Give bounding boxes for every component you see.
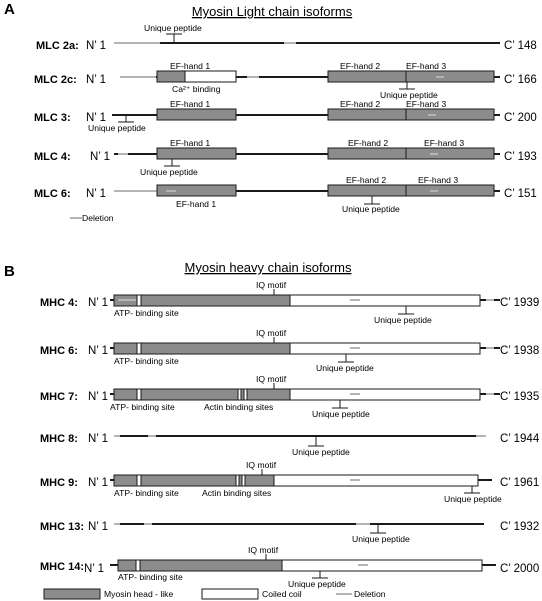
- deletion-mark: [428, 114, 436, 116]
- c-terminus: C’ 200: [504, 112, 537, 124]
- c-terminus: C’ 2000: [500, 563, 540, 575]
- row-mlc-2c: [34, 61, 537, 100]
- row-mhc-4: [40, 280, 539, 325]
- c-terminus: C’ 1961: [500, 477, 540, 489]
- label-ef-hand-3: EF-hand 3: [418, 175, 459, 185]
- row-mhc-6: [40, 328, 539, 373]
- label-unique-peptide: Unique peptide: [88, 123, 146, 133]
- n-terminus: N’ 1: [84, 563, 105, 575]
- row-name: MHC 7:: [40, 391, 78, 403]
- row-name: MLC 6:: [34, 188, 71, 200]
- coiled-coil-domain: [290, 295, 480, 306]
- legend-coil: Coiled coil: [262, 589, 302, 599]
- atp-site-mark: [137, 295, 141, 306]
- n-terminus: N’ 1: [86, 112, 107, 124]
- label-unique-peptide: Unique peptide: [292, 447, 350, 457]
- deletion-mark: [350, 393, 360, 395]
- deletion-mark: [120, 76, 156, 78]
- legend-deletion: Deletion: [82, 213, 114, 223]
- actin-site-mark: [244, 389, 247, 400]
- label-unique-peptide: Unique peptide: [312, 409, 370, 419]
- deletion-mark: [486, 393, 494, 395]
- deletion-mark: [350, 347, 360, 349]
- label-ca-binding: Ca²⁺ binding: [172, 84, 221, 94]
- label-ef-hand-3: EF-hand 3: [424, 138, 465, 148]
- ef-hand-2-domain: [328, 109, 406, 120]
- panel-a-legend: [70, 213, 114, 223]
- label-iq-motif: IQ motif: [256, 328, 287, 338]
- label-ef-hand-2: EF-hand 2: [348, 138, 389, 148]
- label-iq-motif: IQ motif: [246, 460, 277, 470]
- row-name: MHC 13:: [40, 521, 85, 533]
- row-mlc-4: [34, 138, 537, 177]
- row-name: MHC 8:: [40, 433, 78, 445]
- deletion-mark: [148, 435, 156, 437]
- actin-site-mark: [236, 475, 239, 486]
- n-terminus: N’ 1: [86, 74, 107, 86]
- n-terminus: N’ 1: [88, 477, 109, 489]
- label-unique-peptide: Unique peptide: [144, 23, 202, 33]
- label-iq-motif: IQ motif: [256, 280, 287, 290]
- label-unique-peptide: Unique peptide: [352, 534, 410, 544]
- row-name: MLC 3:: [34, 112, 71, 124]
- ef-hand-2-domain: [328, 71, 406, 82]
- label-unique-peptide: Unique peptide: [380, 90, 438, 100]
- n-terminus: N’ 1: [86, 40, 107, 52]
- deletion-mark: [284, 42, 296, 44]
- ef-hand-1-domain: [157, 148, 236, 159]
- c-terminus: C’ 1938: [500, 345, 540, 357]
- ef-hand-1-domain: [157, 109, 236, 120]
- myosin-head-domain: [118, 560, 282, 571]
- row-mlc-3: [34, 99, 537, 133]
- ef-hand-2-domain: [328, 185, 406, 196]
- panel-a-letter: A: [4, 1, 15, 18]
- c-terminus: C’ 193: [504, 151, 537, 163]
- deletion-mark: [350, 479, 360, 481]
- label-unique-peptide: Unique peptide: [444, 494, 502, 504]
- c-terminus: C’ 166: [504, 74, 537, 86]
- deletion-mark: [430, 190, 438, 192]
- c-terminus: C’ 1932: [500, 521, 540, 533]
- row-mhc-8: [40, 433, 540, 457]
- ef-hand-3-domain: [406, 185, 494, 196]
- deletion-mark: [114, 435, 120, 437]
- label-ef-hand-2: EF-hand 2: [340, 61, 381, 71]
- label-atp-binding: ATP- binding site: [110, 402, 175, 412]
- deletion-mark: [114, 42, 160, 44]
- atp-site-mark: [137, 389, 141, 400]
- c-terminus: C’ 151: [504, 188, 537, 200]
- row-name: MHC 6:: [40, 345, 78, 357]
- coiled-coil-domain: [290, 343, 480, 354]
- label-ef-hand-2: EF-hand 2: [346, 175, 387, 185]
- deletion-mark: [356, 523, 370, 525]
- ef-hand-3-domain: [406, 71, 494, 82]
- row-mlc-6: [34, 175, 537, 214]
- actin-site-mark: [242, 475, 245, 486]
- label-unique-peptide: Unique peptide: [316, 363, 374, 373]
- c-terminus: C’ 1944: [500, 433, 540, 445]
- label-ef-hand-2: EF-hand 2: [340, 99, 381, 109]
- n-terminus: N’ 1: [88, 521, 109, 533]
- label-unique-peptide: Unique peptide: [140, 167, 198, 177]
- n-terminus: N’ 1: [88, 297, 109, 309]
- row-mhc-9: [40, 460, 539, 504]
- actin-site-mark: [238, 389, 241, 400]
- deletion-mark: [486, 299, 494, 301]
- c-terminus: C’ 1935: [500, 391, 540, 403]
- n-terminus: N’ 1: [86, 188, 107, 200]
- deletion-mark: [350, 299, 360, 301]
- label-atp-binding: ATP- binding site: [114, 488, 179, 498]
- label-unique-peptide: Unique peptide: [374, 315, 432, 325]
- n-terminus: N’ 1: [88, 433, 109, 445]
- label-ef-hand-1: EF-hand 1: [170, 99, 211, 109]
- label-actin-binding: Actin binding sites: [204, 402, 274, 412]
- panel-b-legend: [44, 589, 386, 599]
- head-swatch: [44, 589, 100, 599]
- row-name: MHC 9:: [40, 477, 78, 489]
- n-terminus: N’ 1: [90, 151, 111, 163]
- deletion-mark: [430, 153, 438, 155]
- label-iq-motif: IQ motif: [248, 545, 279, 555]
- ef-hand-3-domain: [406, 148, 494, 159]
- deletion-mark: [118, 153, 128, 155]
- deletion-mark: [118, 299, 136, 301]
- label-unique-peptide: Unique peptide: [342, 204, 400, 214]
- row-mlc-2a: [36, 23, 537, 52]
- label-atp-binding: ATP- binding site: [114, 356, 179, 366]
- label-ef-hand-1: EF-hand 1: [170, 138, 211, 148]
- panel-b-title: Myosin heavy chain isoforms: [184, 260, 352, 275]
- coiled-coil-domain: [290, 389, 480, 400]
- row-name: MLC 2c:: [34, 74, 77, 86]
- panel-a-title: Myosin Light chain isoforms: [191, 4, 353, 19]
- deletion-mark: [114, 190, 157, 192]
- atp-site-mark: [137, 475, 141, 486]
- ef-hand-2-domain: [328, 148, 406, 159]
- label-ef-hand-3: EF-hand 3: [406, 99, 447, 109]
- deletion-mark: [114, 523, 120, 525]
- row-name: MHC 14:: [40, 561, 85, 573]
- n-terminus: N’ 1: [88, 345, 109, 357]
- row-name: MHC 4:: [40, 297, 78, 309]
- label-atp-binding: ATP- binding site: [114, 308, 179, 318]
- row-mhc-14: [40, 545, 539, 589]
- ca-binding-domain: [185, 71, 236, 82]
- legend-head: Myosin head - like: [104, 589, 174, 599]
- ef-hand-3-domain: [406, 109, 494, 120]
- deletion-mark: [144, 523, 152, 525]
- label-ef-hand-1: EF-hand 1: [170, 61, 211, 71]
- deletion-mark: [476, 435, 486, 437]
- atp-site-mark: [136, 560, 140, 571]
- label-ef-hand-3: EF-hand 3: [406, 61, 447, 71]
- ef-hand-1-domain: [157, 71, 185, 82]
- label-ef-hand-1: EF-hand 1: [176, 199, 217, 209]
- row-name: MLC 2a:: [36, 40, 79, 52]
- coil-swatch: [202, 589, 258, 599]
- panel-b-letter: B: [4, 263, 15, 280]
- n-terminus: N’ 1: [88, 391, 109, 403]
- deletion-mark: [166, 190, 176, 192]
- row-mhc-13: [40, 521, 539, 544]
- row-name: MLC 4:: [34, 151, 71, 163]
- coiled-coil-domain: [274, 475, 478, 486]
- deletion-mark: [486, 347, 494, 349]
- label-atp-binding: ATP- binding site: [118, 572, 183, 582]
- deletion-mark: [436, 76, 444, 78]
- label-actin-binding: Actin binding sites: [202, 488, 272, 498]
- legend-deletion: Deletion: [354, 589, 386, 599]
- deletion-mark: [247, 76, 259, 78]
- label-iq-motif: IQ motif: [256, 374, 287, 384]
- c-terminus: C’ 1939: [500, 297, 540, 309]
- row-mhc-7: [40, 374, 539, 419]
- coiled-coil-domain: [282, 560, 482, 571]
- atp-site-mark: [137, 343, 141, 354]
- c-terminus: C’ 148: [504, 40, 537, 52]
- label-unique-peptide: Unique peptide: [288, 579, 346, 589]
- deletion-mark: [358, 564, 368, 566]
